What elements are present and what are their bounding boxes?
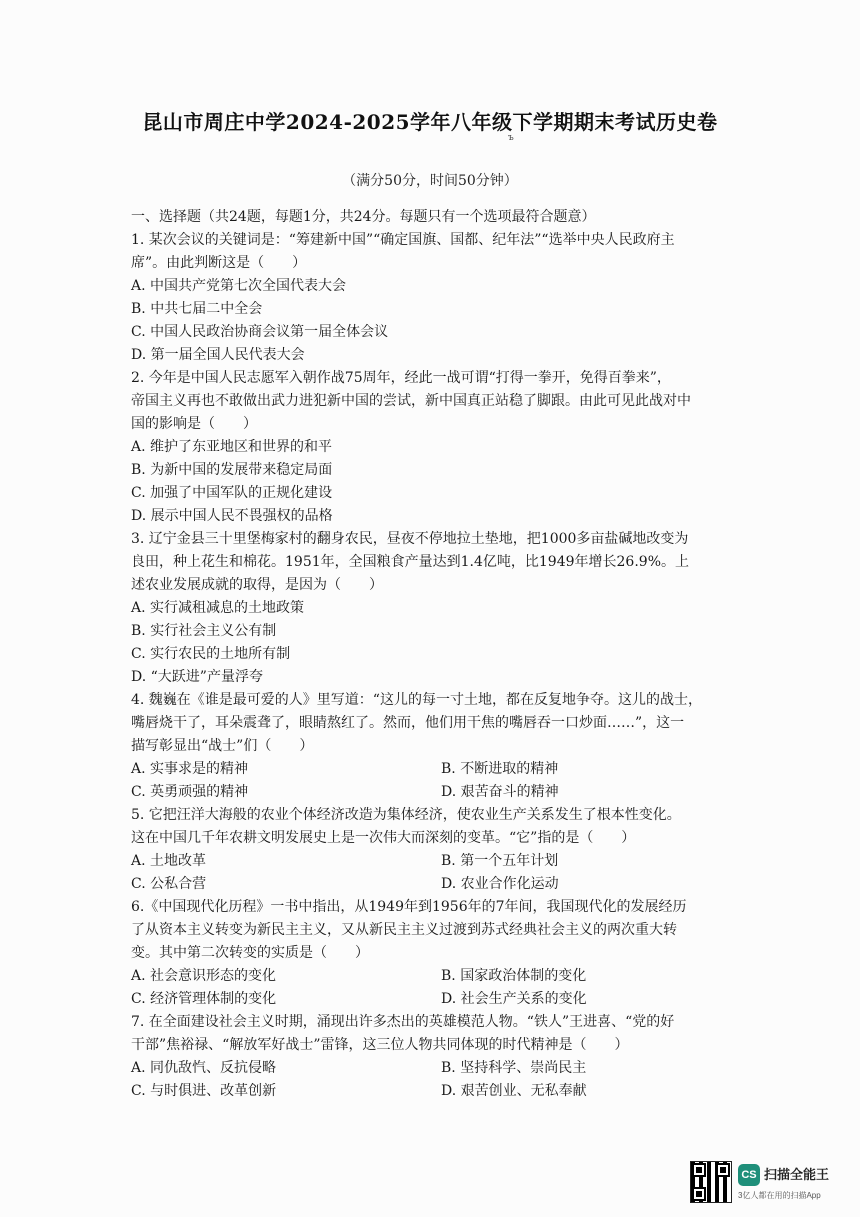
exam-title: 昆山市周庄中学2024-2025学年八年级下学期期末考试历史卷 (142, 110, 718, 134)
question-stem-line: 嘴唇烧干了，耳朵震聋了，眼睛熬红了。然而，他们用干焦的嘴唇吞一口炒面……”，这一 (131, 715, 685, 731)
option-c: C. 经济管理体制的变化 (131, 991, 277, 1007)
option-b: B. 中共七届二中全会 (131, 301, 263, 317)
option-c: C. 与时俱进、改革创新 (131, 1083, 277, 1099)
options-grid (131, 965, 721, 1011)
option-d: D. “大跃进”产量浮夸 (131, 669, 263, 685)
option-d: D. 第一届全国人民代表大会 (131, 347, 305, 363)
question-stem-line: 帝国主义再也不敢做出武力进犯新中国的尝试，新中国真正站稳了脚跟。由此可见此战对中 (131, 393, 691, 409)
options-grid (131, 758, 721, 804)
app-name: 扫描全能王 (764, 1167, 830, 1182)
option-a: A. 实事求是的精神 (131, 761, 249, 777)
option-a: A. 实行减租减息的土地政策 (131, 600, 305, 616)
question-stem-line: 良田，种上花生和棉花。1951年，全国粮食产量达到1.4亿吨，比1949年增长26.9%。上 (131, 554, 689, 570)
option-a: A. 同仇敌忾、反抗侵略 (131, 1060, 277, 1076)
question-4 (131, 689, 721, 804)
question-stem-line: 4. 魏巍在《谁是最可爱的人》里写道：“这儿的每一寸土地，都在反复地争夺。这儿的战士， (131, 692, 702, 708)
option-b: B. 不断进取的精神 (441, 761, 559, 777)
question-stem-line: 这在中国几千年农耕文明发展史上是一次伟大而深刻的变革。“它”指的是（ ） (131, 830, 636, 846)
question-stem-line: 2. 今年是中国人民志愿军入朝作战75周年，经此一战可谓“打得一拳开，免得百拳来”， (131, 370, 671, 386)
question-stem-line: 3. 辽宁金县三十里堡梅家村的翻身农民，昼夜不停地拉土垫地，把1000多亩盐碱地改变为 (131, 531, 689, 547)
option-a: A. 中国共产党第七次全国代表大会 (131, 278, 347, 294)
exam-body (131, 206, 721, 1103)
question-stem-line: 国的影响是（ ） (131, 416, 257, 432)
question-2 (131, 367, 721, 528)
question-stem-line: 7. 在全面建设社会主义时期，涌现出许多杰出的英雄模范人物。“铁人”王进喜、“党的好 (131, 1014, 675, 1030)
question-stem-line: 干部”焦裕禄、“解放军好战士”雷锋，这三位人物共同体现的时代精神是（ ） (131, 1037, 629, 1053)
option-c: C. 公私合营 (131, 876, 207, 892)
option-b: B. 为新中国的发展带来稳定局面 (131, 462, 333, 478)
option-a: A. 维护了东亚地区和世界的和平 (131, 439, 333, 455)
question-stem-line: 描写彰显出“战士”们（ ） (131, 738, 314, 754)
exam-subtitle: （满分50分，时间50分钟） (342, 173, 518, 189)
section-heading: 一、选择题（共24题，每题1分，共24分。每题只有一个选项最符合题意） (131, 209, 596, 225)
question-5 (131, 804, 721, 896)
option-b: B. 坚持科学、崇尚民主 (441, 1060, 587, 1076)
option-b: B. 实行社会主义公有制 (131, 623, 277, 639)
question-stem-line: 述农业发展成就的取得，是因为（ ） (131, 577, 383, 593)
option-d: D. 艰苦奋斗的精神 (441, 784, 559, 800)
question-stem-line: 席”。由此判断这是（ ） (131, 255, 307, 271)
option-c: C. 加强了中国军队的正规化建设 (131, 485, 333, 501)
question-stem-line: 6.《中国现代化历程》一书中指出，从1949年到1956年的7年间，我国现代化的发展经历 (131, 899, 687, 915)
option-c: C. 实行农民的土地所有制 (131, 646, 291, 662)
qr-code-icon (690, 1161, 732, 1203)
question-3 (131, 528, 721, 689)
option-a: A. 土地改革 (131, 853, 207, 869)
app-tagline: 3亿人都在用的扫描App (738, 1191, 821, 1200)
option-c: C. 英勇顽强的精神 (131, 784, 249, 800)
option-a: A. 社会意识形态的变化 (131, 968, 277, 984)
question-stem-line: 了从资本主义转变为新民主主义，又从新民主主义过渡到苏式经典社会主义的两次重大转 (131, 922, 677, 938)
option-c: C. 中国人民政治协商会议第一届全体会议 (131, 324, 389, 340)
option-d: D. 农业合作化运动 (441, 876, 559, 892)
option-d: D. 艰苦创业、无私奉献 (441, 1083, 587, 1099)
option-d: D. 社会生产关系的变化 (441, 991, 587, 1007)
question-stem-line: 5. 它把汪洋大海般的农业个体经济改造为集体经济，使农业生产关系发生了根本性变化。 (131, 807, 681, 823)
question-stem-line: 1. 某次会议的关键词是：“筹建新中国”“确定国旗、国都、纪年法”“选举中央人民政府主 (131, 232, 675, 248)
scanner-watermark (690, 1161, 850, 1207)
question-7 (131, 1011, 721, 1103)
question-1 (131, 229, 721, 367)
options-grid (131, 850, 721, 896)
options-grid (131, 1057, 721, 1103)
option-b: B. 国家政治体制的变化 (441, 968, 587, 984)
camscanner-logo-icon: CS (738, 1164, 760, 1186)
scan-mark: ъ (508, 133, 514, 143)
option-d: D. 展示中国人民不畏强权的品格 (131, 508, 333, 524)
question-stem-line: 变。其中第二次转变的实质是（ ） (131, 945, 369, 961)
question-6 (131, 896, 721, 1011)
option-b: B. 第一个五年计划 (441, 853, 559, 869)
